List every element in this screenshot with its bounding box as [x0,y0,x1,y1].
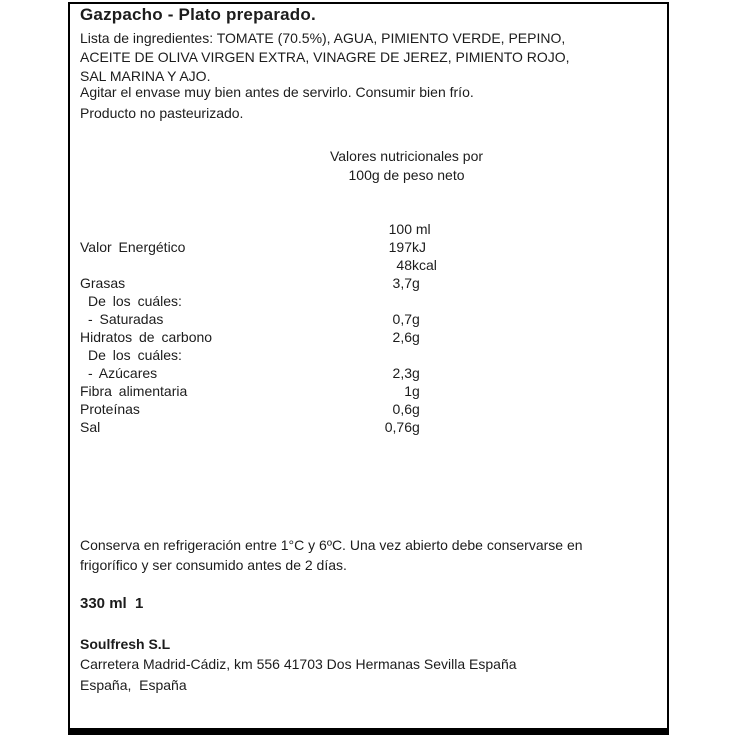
nutrition-label: Fibra alimentaria [80,383,188,399]
pasteurization-note: Producto no pasteurizado. [80,105,244,121]
nutrition-label: De los cuáles: [88,347,182,363]
nutrition-label: De los cuáles: [88,293,182,309]
nutrition-value-unit: g [412,275,420,291]
nutrition-row-protein [70,400,667,418]
nutrition-row-serving [70,220,667,238]
nutrition-value-number: 2,6 [392,329,412,345]
nutrition-row-energy-kj [70,238,667,256]
nutrition-label: - Azúcares [88,365,158,381]
product-label-box [68,2,669,735]
nutrition-row-saturates [70,310,667,328]
nutrition-row-energy-kcal [70,256,667,274]
shake-instructions: Agitar el envase muy bien antes de servirlo. Consumir bien frío. [80,84,474,100]
nutrition-label: - Saturadas [88,311,164,327]
manufacturer-address: Carretera Madrid-Cádiz, km 556 41703 Dos Hermanas Sevilla España [80,656,517,672]
manufacturer-country: España, España [80,677,187,693]
manufacturer-name: Soulfresh S.L [80,636,171,652]
nutrition-label: Sal [80,419,101,435]
nutrition-value-unit: g [412,419,420,435]
nutrition-row-of-which-fat [70,292,667,310]
nutrition-label: Valor Energético [80,239,186,255]
nutrition-value-unit: g [412,401,420,417]
nutrition-row-of-which-carbs [70,346,667,364]
nutrition-table [70,220,667,436]
nutrition-row-fibre [70,382,667,400]
product-title: Gazpacho - Plato preparado. [80,5,316,24]
nutrition-label: Hidratos de carbono [80,329,213,345]
nutrition-value-unit: ml [412,221,431,237]
nutrition-value-unit: g [412,383,420,399]
nutrition-label: Grasas [80,275,126,291]
nutrition-header [70,147,667,185]
nutrition-header-line2: 100g de peso neto [348,167,465,183]
ingredients-text: Lista de ingredientes: TOMATE (70.5%), AGUA, PIMIENTO VERDE, PEPINO, ACEITE DE OLIVA VIRGEN EXTRA, VINAGRE DE JEREZ, PIMIENTO ROJO, SAL MARINA Y AJO. [80,30,570,84]
nutrition-label: Proteínas [80,401,140,417]
nutrition-row-sugars [70,364,667,382]
nutrition-row-carbohydrates [70,328,667,346]
storage-instructions: Conserva en refrigeración entre 1°C y 6ºC. Una vez abierto debe conservarse en frigorífico y ser consumido antes de 2 días. [80,537,583,573]
nutrition-value-unit: g [412,329,420,345]
nutrition-value-number: 0,7 [392,311,412,327]
nutrition-row-fat [70,274,667,292]
nutrition-value-number: 0,6 [392,401,412,417]
nutrition-value-number: 197 [388,239,412,255]
nutrition-header-line1: Valores nutricionales por [329,148,484,164]
nutrition-value-number: 48 [396,257,412,273]
nutrition-value-number: 100 [388,221,412,237]
nutrition-value-unit: g [412,365,420,381]
nutrition-value-number: 2,3 [392,365,412,381]
nutrition-value-number: 0,76 [384,419,412,435]
nutrition-value-unit: kJ [412,239,426,255]
nutrition-value-number: 3,7 [392,275,412,291]
nutrition-row-salt [70,418,667,436]
nutrition-value-unit: g [412,311,420,327]
nutrition-value-number: 1 [404,383,412,399]
nutrition-value-unit: kcal [412,257,437,273]
net-volume: 330 ml 1 [80,595,144,612]
